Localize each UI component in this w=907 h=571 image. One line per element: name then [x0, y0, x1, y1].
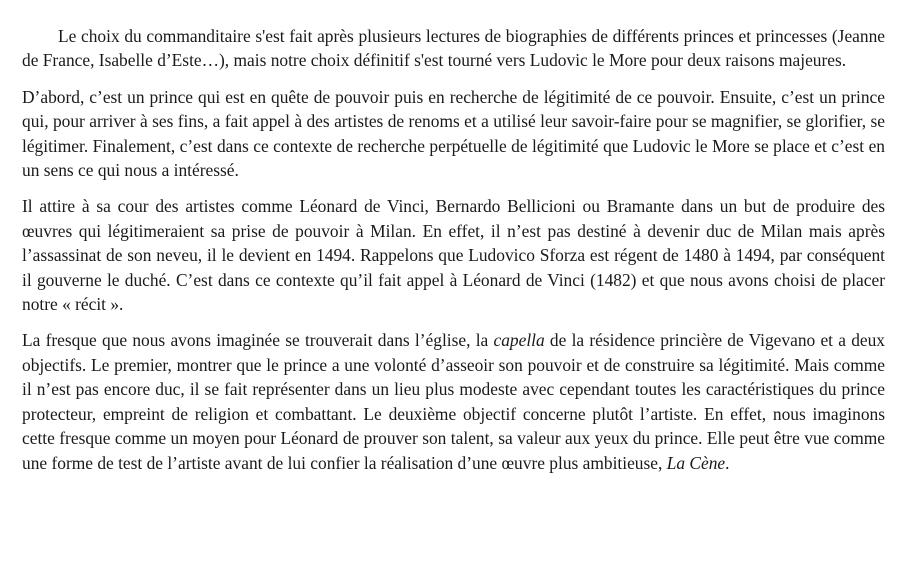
paragraph-2-text: D’abord, c’est un prince qui est en quête de pouvoir puis en recherche de légitimité de ce pouvoir. Ensuite, c’est un prince qui, pour arriver à ses fins, a fait appel à des artistes de renoms et a utilisé leur savoir-faire pour se magnifier, se glorifier, se légitimer. Finalement, c’est dans ce contexte de recherche perpétuelle de légitimité que Ludovic le More se place et c’est en un sens ce qui nous a intéressé.: [22, 86, 885, 181]
paragraph-1-text: Le choix du commanditaire s'est fait après plusieurs lectures de biographies de différents princes et princesses (Jeanne de France, Isabelle d’Este…), mais notre choix définitif s'est tourné vers Ludovic le More pour deux raisons majeures.: [22, 26, 885, 71]
paragraph-4-italic-la-cene: La Cène: [666, 452, 726, 473]
paragraph-1: [22, 24, 885, 73]
paragraph-3-text: Il attire à sa cour des artistes comme Léonard de Vinci, Bernardo Bellicioni ou Bramante dans un but de produire des œuvres qui légitimeraient sa prise de pouvoir à Milan. En effet, il n’est pas destiné à devenir duc de Milan mais après l’assassinat de son neveu, il le devient en 1494. Rappelons que Ludovico Sforza est régent de 1480 à 1494, par conséquent il gouverne le duché. C’est dans ce contexte qu’il fait appel à Léonard de Vinci (1482) et que nous avons choisi de placer notre « récit ».: [22, 196, 885, 315]
paragraph-3: [22, 194, 885, 316]
paragraph-4-text-end: .: [725, 452, 730, 473]
paragraph-4-text-start: La fresque que nous avons imaginée se trouverait dans l’église, la: [22, 330, 494, 351]
paragraph-4-italic-capella: capella: [493, 330, 545, 351]
paragraph-2: [22, 85, 885, 183]
paragraph-4: [22, 328, 885, 474]
paragraph-4-text-middle: de la résidence princière de Vigevano et a deux objectifs. Le premier, montrer que le prince a une volonté d’asseoir son pouvoir et de construire sa légitimité. Mais comme il n’est pas encore duc, il se fait représenter dans un lieu plus modeste avec cependant toutes les caractéristiques du prince protecteur, empreint de religion et combattant. Le deuxième objectif concerne plutôt l’artiste. En effet, nous imaginons cette fresque comme un moyen pour Léonard de prouver son talent, sa valeur aux yeux du prince. Elle peut être vue comme une forme de test de l’artiste avant de lui confier la réalisation d’une œuvre plus ambitieuse,: [22, 330, 886, 473]
